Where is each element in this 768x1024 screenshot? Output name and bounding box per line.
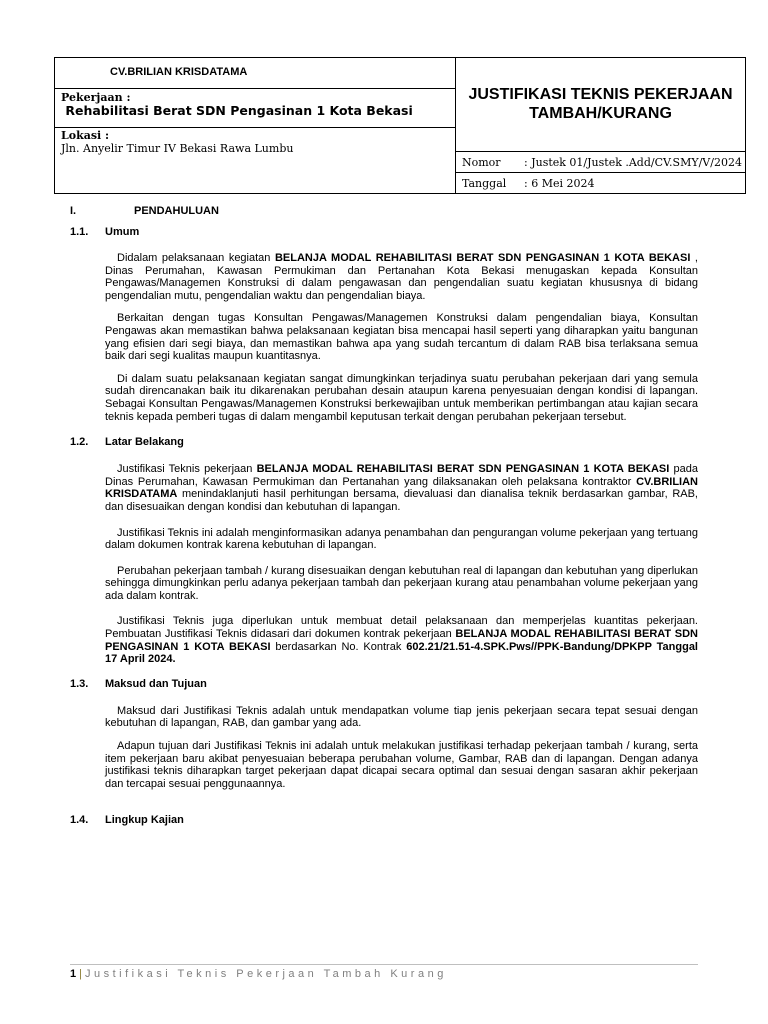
nomor-label: Nomor: [462, 155, 501, 169]
subsection-heading-latar-belakang: 1.2. Latar Belakang: [70, 436, 184, 449]
footer-text: Justifikasi Teknis Pekerjaan Tambah Kurang: [84, 968, 447, 980]
paragraph: Justifikasi Teknis ini adalah menginformasikan adanya penambahan dan pengurangan volume pekerjaan yang tertuang dalam dokumen kontrak karena kebutuhan di lapangan.: [105, 526, 698, 552]
paragraph: Justifikasi Teknis juga diperlukan untuk membuat detail pelaksanaan dan memperjelas kuantitas pekerjaan. Pembuatan Justifikasi Teknis didasari dari dokumen kontrak pekerjaan BELANJA MODAL REHABILITASI BERAT SDN PENGASINAN 1 KOTA BEKASI berdasarkan No. Kontrak 602.21/21.51-4.SPK.Pws//PPK-Bandung/DPKPP Tanggal 17 April 2024.: [105, 615, 698, 666]
subsection-heading-maksud: 1.3. Maksud dan Tujuan: [70, 677, 207, 690]
header-table: [54, 57, 746, 194]
pekerjaan-value: Rehabilitasi Berat SDN Pengasinan 1 Kota Bekasi: [65, 103, 413, 118]
paragraph: Berkaitan dengan tugas Konsultan Pengawas/Managemen Konstruksi dalam pengendalian biaya, Konsultan Pengawas akan memastikan bahwa pelaksanaan kegiatan bisa mencapai hasil seperti yang diharapkan yaitu bangunan yang efisien dari segi biaya, dan memastikan bahwa apa yang sudah tercantum di dalam RAB bisa terlaksana semua baik dari segi kualitas maupun kuantitasnya.: [105, 312, 698, 363]
title-line-2: TAMBAH/KURANG: [529, 105, 672, 122]
section-heading-1: I. PENDAHULUAN: [70, 205, 219, 217]
paragraph: Adapun tujuan dari Justifikasi Teknis ini adalah untuk melakukan justifikasi terhadap pekerjaan tambah / kurang, serta item pekerjaan baru akibat penyesuaian beberapa perubahan volume, Gambar, RAB dan di lapangan. Dengan adanya justifikasi teknis diharapkan target pekerjaan dapat dicapai secara optimal dan sesuai dengan sasaran akhir pekerjaan dan tercapai sesuai penggunaannya.: [105, 740, 698, 790]
tanggal-row: [456, 173, 746, 194]
document-title: [456, 58, 746, 152]
title-line-1: JUSTIFIKASI TEKNIS PEKERJAAN: [468, 86, 733, 103]
footer-separator: |: [79, 968, 82, 980]
paragraph: Didalam pelaksanaan kegiatan BELANJA MODAL REHABILITASI BERAT SDN PENGASINAN 1 KOTA BEKASI , Dinas Perumahan, Kawasan Permukiman dan Pertanahan Kota Bekasi menugaskan kepada Konsultan Pengawas/Managemen Konstruksi di dalam pengawasan dan pengendalian suatu kegiatan khususnya di bidang pengendalian mutu, pengendalian waktu dan pengendalian biaya.: [105, 252, 698, 302]
lokasi-label: Lokasi :: [61, 129, 110, 142]
paragraph: Maksud dari Justifikasi Teknis adalah untuk mendapatkan volume tiap jenis pekerjaan secara tepat sesuai dengan kebutuhan di lapangan, RAB, dan gambar yang ada.: [105, 704, 698, 730]
nomor-row: [456, 152, 746, 173]
tanggal-value: : 6 Mei 2024: [524, 176, 595, 190]
lokasi-value: Jln. Anyelir Timur IV Bekasi Rawa Lumbu: [61, 142, 294, 155]
tanggal-label: Tanggal: [462, 176, 507, 190]
pekerjaan-cell: [55, 89, 456, 128]
subsection-heading-umum: 1.1. Umum: [70, 226, 140, 238]
paragraph: Perubahan pekerjaan tambah / kurang disesuaikan dengan kebutuhan real di lapangan dan kebutuhan yang diperlukan sehingga dimungkinkan perlu adanya pekerjaan tambah dan pekerjaan kurang atau penambahan volume pekerjaan yang ada dalam kontrak.: [105, 564, 698, 602]
paragraph: Justifikasi Teknis pekerjaan BELANJA MODAL REHABILITASI BERAT SDN PENGASINAN 1 KOTA BEKASI pada Dinas Perumahan, Kawasan Permukiman dan Pertanahan yang dilaksanakan oleh pelaksana kontraktor CV.BRILIAN KRISDATAMA menindaklanjuti hasil perhitungan bersama, dievaluasi dan dianalisa teknik berdasarkan gambar, RAB, dan disesuaikan dengan kondisi dan kebutuhan di lapangan.: [105, 463, 699, 513]
document-body: [70, 205, 698, 828]
company-name: CV.BRILIAN KRISDATAMA: [55, 58, 456, 89]
paragraph: Di dalam suatu pelaksanaan kegiatan sangat dimungkinkan terjadinya suatu perubahan pekerjaan dari yang semula sudah direncanakan baik itu dikarenakan perubahan desain ataupun karena penyesuaian dengan kondisi di lapangan. Sebagai Konsultan Pengawas/Managemen Konstruksi berkewajiban untuk memberikan pertimbangan atau kajian secara teknis kepada pemberi tugas di dalam mengambil keputusan terkait dengan perubahan pekerjaan tersebut.: [105, 372, 698, 423]
pekerjaan-label: Pekerjaan :: [61, 91, 131, 104]
lokasi-cell: [55, 128, 456, 194]
page-number: 1: [70, 968, 77, 980]
footer-divider: [70, 964, 698, 965]
page-footer: [70, 968, 447, 980]
subsection-heading-lingkup: 1.4. Lingkup Kajian: [70, 814, 184, 827]
nomor-value: : Justek 01/Justek .Add/CV.SMY/V/2024: [524, 155, 742, 169]
